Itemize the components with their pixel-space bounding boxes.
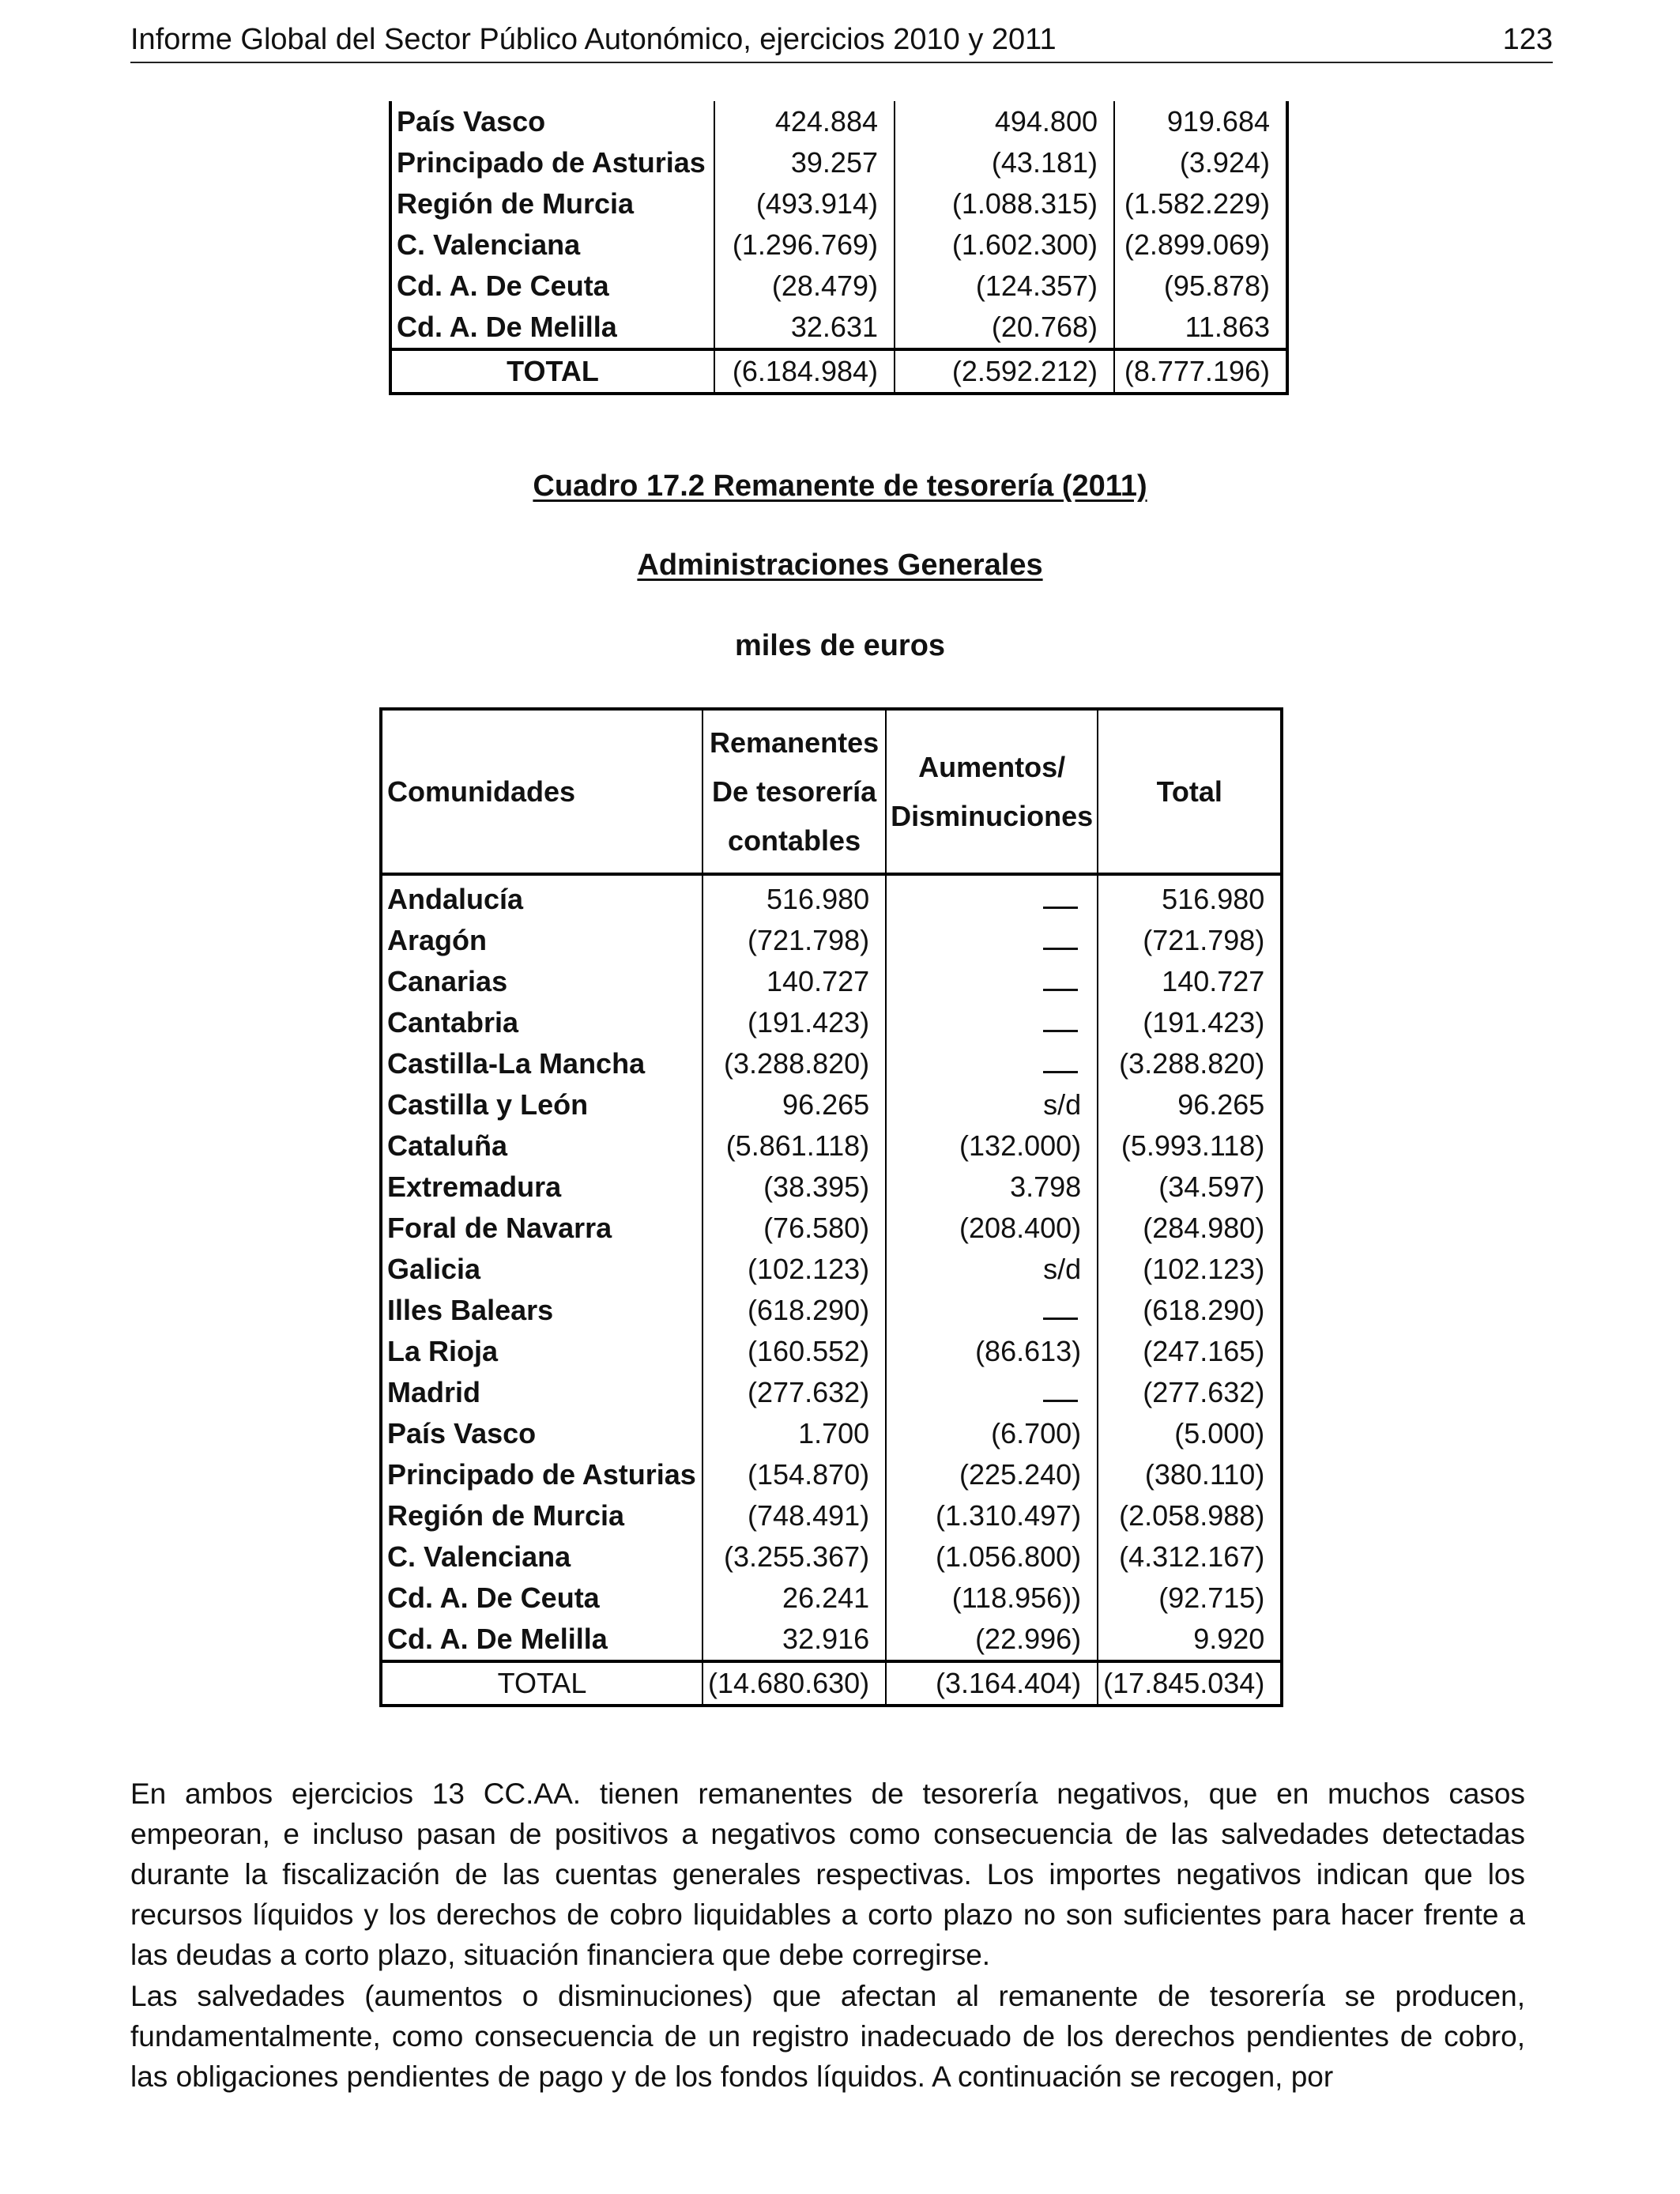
table-row — [381, 874, 1282, 920]
cell-comunidad: C. Valenciana — [381, 1536, 703, 1578]
cell-comunidad: Cataluña — [381, 1125, 703, 1167]
dash-mark — [1043, 1376, 1078, 1402]
cell-value: (3.288.820) — [703, 1043, 886, 1084]
cell-value: (284.980) — [1098, 1208, 1282, 1249]
cell-empty-dash — [886, 1290, 1098, 1331]
table-title: Cuadro 17.2 Remanente de tesorería (2011) — [533, 469, 1147, 503]
cell-comunidad: Andalucía — [381, 874, 703, 920]
table-row — [381, 961, 1282, 1002]
table-row — [381, 1619, 1282, 1661]
table-row — [381, 1495, 1282, 1536]
cell-value: (43.181) — [895, 142, 1114, 183]
cell-value: (1.582.229) — [1114, 183, 1287, 224]
total-value: (17.845.034) — [1098, 1661, 1282, 1706]
cell-comunidad: Cantabria — [381, 1002, 703, 1043]
header-total: Total — [1098, 709, 1282, 874]
table-row — [381, 1331, 1282, 1372]
total-label: TOTAL — [390, 349, 714, 394]
header-remanentes: Remanentes De tesorería contables — [703, 709, 886, 874]
cell-value: 11.863 — [1114, 307, 1287, 349]
cell-value: (95.878) — [1114, 266, 1287, 307]
table-row — [381, 1125, 1282, 1167]
cell-value: (22.996) — [886, 1619, 1098, 1661]
cell-value: (1.602.300) — [895, 224, 1114, 266]
table-remanente — [379, 707, 1283, 1707]
table-continued — [389, 101, 1289, 395]
cell-value: (618.290) — [703, 1290, 886, 1331]
cell-comunidad: Castilla y León — [381, 1084, 703, 1125]
cell-value: (92.715) — [1098, 1578, 1282, 1619]
cell-value: (34.597) — [1098, 1167, 1282, 1208]
cell-comunidad: La Rioja — [381, 1331, 703, 1372]
table-row — [381, 1084, 1282, 1125]
cell-value: (102.123) — [703, 1249, 886, 1290]
cell-value: (247.165) — [1098, 1331, 1282, 1372]
cell-empty-dash — [886, 961, 1098, 1002]
cell-value: (28.479) — [714, 266, 895, 307]
cell-value: (132.000) — [886, 1125, 1098, 1167]
cell-value: (191.423) — [703, 1002, 886, 1043]
cell-value: 9.920 — [1098, 1619, 1282, 1661]
dash-mark — [1043, 1006, 1078, 1032]
cell-value: 516.980 — [703, 874, 886, 920]
dash-mark — [1043, 1047, 1078, 1073]
table-row — [390, 266, 1287, 307]
cell-value: 919.684 — [1114, 101, 1287, 142]
cell-value: (5.861.118) — [703, 1125, 886, 1167]
cell-value: (1.088.315) — [895, 183, 1114, 224]
dash-mark — [1043, 1294, 1078, 1320]
cell-value: (5.000) — [1098, 1413, 1282, 1454]
cell-comunidad: Cd. A. De Melilla — [390, 307, 714, 349]
cell-value: 26.241 — [703, 1578, 886, 1619]
cell-value: 140.727 — [703, 961, 886, 1002]
cell-value: 32.631 — [714, 307, 895, 349]
table-row — [390, 101, 1287, 142]
table-row — [381, 1167, 1282, 1208]
header-aumentos: Aumentos/ Disminuciones — [886, 709, 1098, 874]
cell-value: (160.552) — [703, 1331, 886, 1372]
cell-empty-dash — [886, 1002, 1098, 1043]
total-value: (2.592.212) — [895, 349, 1114, 394]
cell-value: (102.123) — [1098, 1249, 1282, 1290]
table-row — [390, 142, 1287, 183]
cell-value: (1.056.800) — [886, 1536, 1098, 1578]
body-paragraph-2: Las salvedades (aumentos o disminuciones) que afectan al remanente de tesorería se producen, fundamentalmente, como consecuencia de un registro inadecuado de los derechos pendientes de cobro, las obligaciones pendientes de pago y de los fondos líquidos. A continuación se recogen, por — [130, 1980, 1525, 2093]
cell-value: 140.727 — [1098, 961, 1282, 1002]
cell-value: (493.914) — [714, 183, 895, 224]
cell-value: (225.240) — [886, 1454, 1098, 1495]
cell-value: (721.798) — [703, 920, 886, 961]
cell-value: (5.993.118) — [1098, 1125, 1282, 1167]
cell-value: (277.632) — [703, 1372, 886, 1413]
cell-value: (2.058.988) — [1098, 1495, 1282, 1536]
table-units: miles de euros — [734, 629, 946, 662]
cell-comunidad: C. Valenciana — [390, 224, 714, 266]
cell-value: (3.288.820) — [1098, 1043, 1282, 1084]
cell-value: (748.491) — [703, 1495, 886, 1536]
cell-value: (86.613) — [886, 1331, 1098, 1372]
cell-empty-dash — [886, 1043, 1098, 1084]
cell-value: s/d — [886, 1249, 1098, 1290]
table-row — [381, 1372, 1282, 1413]
cell-value: (1.296.769) — [714, 224, 895, 266]
cell-comunidad: Región de Murcia — [381, 1495, 703, 1536]
cell-comunidad: País Vasco — [390, 101, 714, 142]
cell-value: 494.800 — [895, 101, 1114, 142]
cell-value: (208.400) — [886, 1208, 1098, 1249]
cell-empty-dash — [886, 874, 1098, 920]
cell-comunidad: Extremadura — [381, 1167, 703, 1208]
total-value: (3.164.404) — [886, 1661, 1098, 1706]
cell-value: (154.870) — [703, 1454, 886, 1495]
table-row — [381, 1290, 1282, 1331]
cell-value: (277.632) — [1098, 1372, 1282, 1413]
document-title: Informe Global del Sector Público Autonómico, ejercicios 2010 y 2011 — [130, 23, 1057, 56]
table-row — [381, 1454, 1282, 1495]
cell-comunidad: Castilla-La Mancha — [381, 1043, 703, 1084]
cell-value: (1.310.497) — [886, 1495, 1098, 1536]
cell-value: 516.980 — [1098, 874, 1282, 920]
cell-value: 39.257 — [714, 142, 895, 183]
cell-value: (721.798) — [1098, 920, 1282, 961]
total-value: (6.184.984) — [714, 349, 895, 394]
cell-comunidad: Principado de Asturias — [381, 1454, 703, 1495]
table-row — [381, 1002, 1282, 1043]
cell-comunidad: Principado de Asturias — [390, 142, 714, 183]
cell-comunidad: Aragón — [381, 920, 703, 961]
total-row — [381, 1661, 1282, 1706]
cell-comunidad: Illes Balears — [381, 1290, 703, 1331]
table-row — [381, 1578, 1282, 1619]
cell-comunidad: Cd. A. De Ceuta — [381, 1578, 703, 1619]
total-value: (14.680.630) — [703, 1661, 886, 1706]
table-row — [390, 224, 1287, 266]
page-header — [130, 17, 1553, 63]
page-number: 123 — [1502, 23, 1553, 56]
total-label: TOTAL — [381, 1661, 703, 1706]
cell-comunidad: Cd. A. De Ceuta — [390, 266, 714, 307]
cell-value: (76.580) — [703, 1208, 886, 1249]
cell-value: (380.110) — [1098, 1454, 1282, 1495]
cell-value: (124.357) — [895, 266, 1114, 307]
dash-mark — [1043, 924, 1078, 950]
cell-value: (38.395) — [703, 1167, 886, 1208]
header-comunidades: Comunidades — [381, 709, 703, 874]
table-row — [390, 183, 1287, 224]
cell-value: (191.423) — [1098, 1002, 1282, 1043]
cell-value: 96.265 — [703, 1084, 886, 1125]
table-row — [381, 1536, 1282, 1578]
table-header-row — [381, 709, 1282, 874]
cell-value: (20.768) — [895, 307, 1114, 349]
table-continued-body — [390, 101, 1287, 394]
cell-value: (2.899.069) — [1114, 224, 1287, 266]
cell-comunidad: Cd. A. De Melilla — [381, 1619, 703, 1661]
cell-value: (3.924) — [1114, 142, 1287, 183]
cell-comunidad: Galicia — [381, 1249, 703, 1290]
total-value: (8.777.196) — [1114, 349, 1287, 394]
cell-value: 3.798 — [886, 1167, 1098, 1208]
cell-value: 96.265 — [1098, 1084, 1282, 1125]
cell-comunidad: Región de Murcia — [390, 183, 714, 224]
cell-value: 424.884 — [714, 101, 895, 142]
cell-value: (4.312.167) — [1098, 1536, 1282, 1578]
cell-comunidad: Canarias — [381, 961, 703, 1002]
table-remanente-body — [381, 709, 1282, 1706]
cell-comunidad: Madrid — [381, 1372, 703, 1413]
cell-comunidad: País Vasco — [381, 1413, 703, 1454]
cell-value: (118.956)) — [886, 1578, 1098, 1619]
cell-value: (6.700) — [886, 1413, 1098, 1454]
table-row — [381, 1043, 1282, 1084]
cell-value: (618.290) — [1098, 1290, 1282, 1331]
dash-mark — [1043, 965, 1078, 991]
body-paragraph-1: En ambos ejercicios 13 CC.AA. tienen remanentes de tesorería negativos, que en muchos casos empeoran, e incluso pasan de positivos a negativos como consecuencia de las salvedades detectadas durante la fiscalización de las cuentas generales respectivas. Los importes negativos indican que los recursos líquidos y los derechos de cobro liquidables a corto plazo no son suficientes para hacer frente a las deudas a corto plazo, situación financiera que debe corregirse. — [130, 1777, 1525, 1971]
dash-mark — [1043, 883, 1078, 909]
table-row — [381, 920, 1282, 961]
table-row — [381, 1413, 1282, 1454]
table-row — [390, 307, 1287, 349]
total-row — [390, 349, 1287, 394]
cell-comunidad: Foral de Navarra — [381, 1208, 703, 1249]
table-row — [381, 1208, 1282, 1249]
cell-empty-dash — [886, 920, 1098, 961]
cell-value: s/d — [886, 1084, 1098, 1125]
table-subtitle: Administraciones Generales — [637, 548, 1043, 582]
cell-value: (3.255.367) — [703, 1536, 886, 1578]
cell-value: 1.700 — [703, 1413, 886, 1454]
cell-empty-dash — [886, 1372, 1098, 1413]
cell-value: 32.916 — [703, 1619, 886, 1661]
table-row — [381, 1249, 1282, 1290]
